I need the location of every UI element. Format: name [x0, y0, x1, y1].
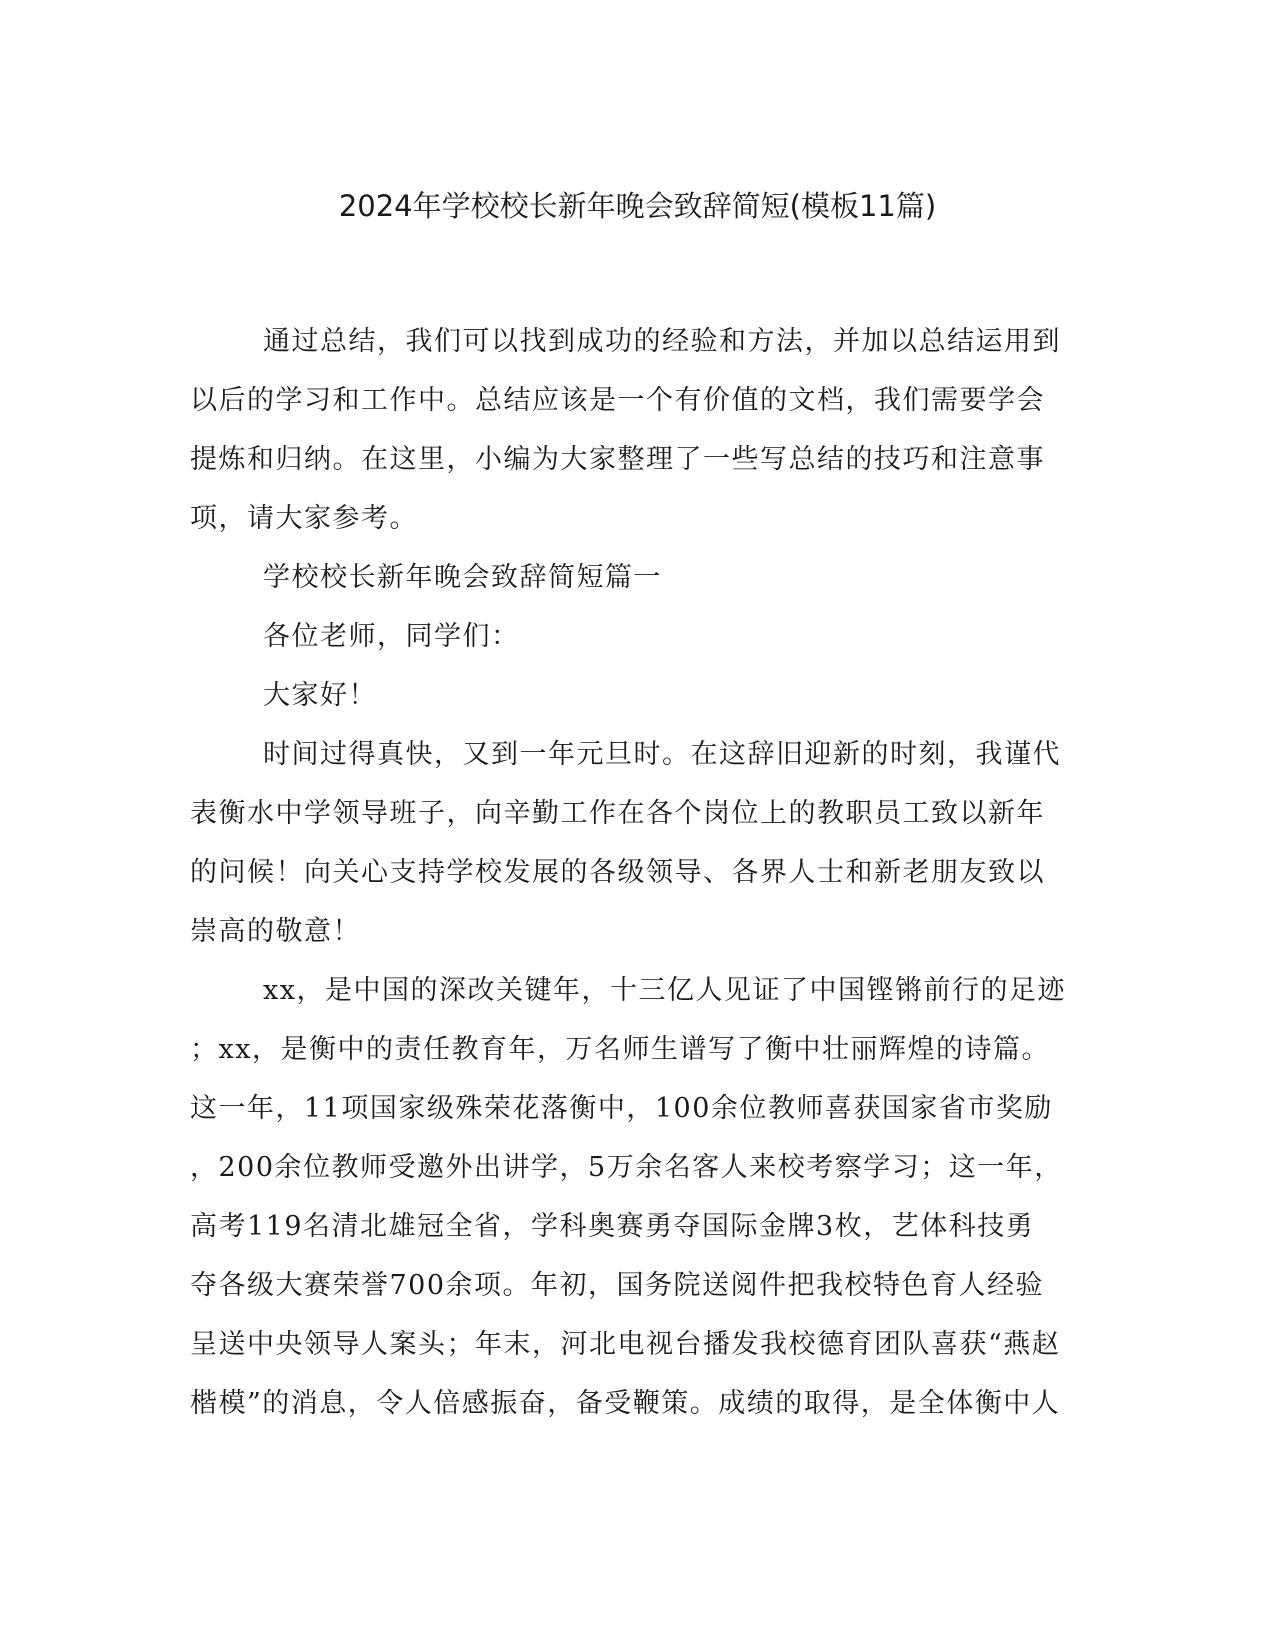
- section-heading: 学校校长新年晚会致辞简短篇一: [263, 562, 662, 593]
- paragraph-line: 夺各级大赛荣誉700余项。年初，国务院送阅件把我校特色育人经验: [190, 1270, 1045, 1301]
- paragraph-line: 这一年，11项国家级殊荣花落衡中，100余位教师喜获国家省市奖励: [190, 1093, 1053, 1124]
- greeting: 大家好！: [263, 680, 377, 711]
- paragraph-line: 提炼和归纳。在这里，小编为大家整理了一些写总结的技巧和注意事: [190, 444, 1045, 475]
- paragraph-line: ；xx，是衡中的责任教育年，万名师生谱写了衡中壮丽辉煌的诗篇。: [190, 1034, 1050, 1065]
- document-title: 2024年学校校长新年晚会致辞简短(模板11篇): [338, 189, 937, 223]
- paragraph-line: 呈送中央领导人案头；年末，河北电视台播发我校德育团队喜获“燕赵: [190, 1329, 1061, 1360]
- paragraph-line: 高考119名清北雄冠全省，学科奥赛勇夺国际金牌3枚，艺体科技勇: [190, 1211, 1035, 1242]
- paragraph-line: 以后的学习和工作中。总结应该是一个有价值的文档，我们需要学会: [190, 385, 1045, 416]
- paragraph-line: 通过总结，我们可以找到成功的经验和方法，并加以总结运用到: [263, 326, 1061, 357]
- paragraph-line: xx，是中国的深改关键年，十三亿人见证了中国铿锵前行的足迹: [263, 975, 1066, 1006]
- paragraph-line: 表衡水中学领导班子，向辛勤工作在各个岗位上的教职员工致以新年: [190, 798, 1045, 829]
- paragraph-line: ，200余位教师受邀外出讲学，5万余名客人来校考察学习；这一年，: [190, 1152, 1063, 1183]
- paragraph-line: 崇高的敬意！: [190, 916, 361, 947]
- salutation: 各位老师，同学们：: [263, 621, 520, 652]
- paragraph-line: 时间过得真快，又到一年元旦时。在这辞旧迎新的时刻，我谨代: [263, 739, 1061, 770]
- paragraph-line: 的问候！向关心支持学校发展的各级领导、各界人士和新老朋友致以: [190, 857, 1045, 888]
- paragraph-line: 楷模”的消息，令人倍感振奋，备受鞭策。成绩的取得，是全体衡中人: [190, 1388, 1061, 1419]
- paragraph-line: 项，请大家参考。: [190, 503, 418, 534]
